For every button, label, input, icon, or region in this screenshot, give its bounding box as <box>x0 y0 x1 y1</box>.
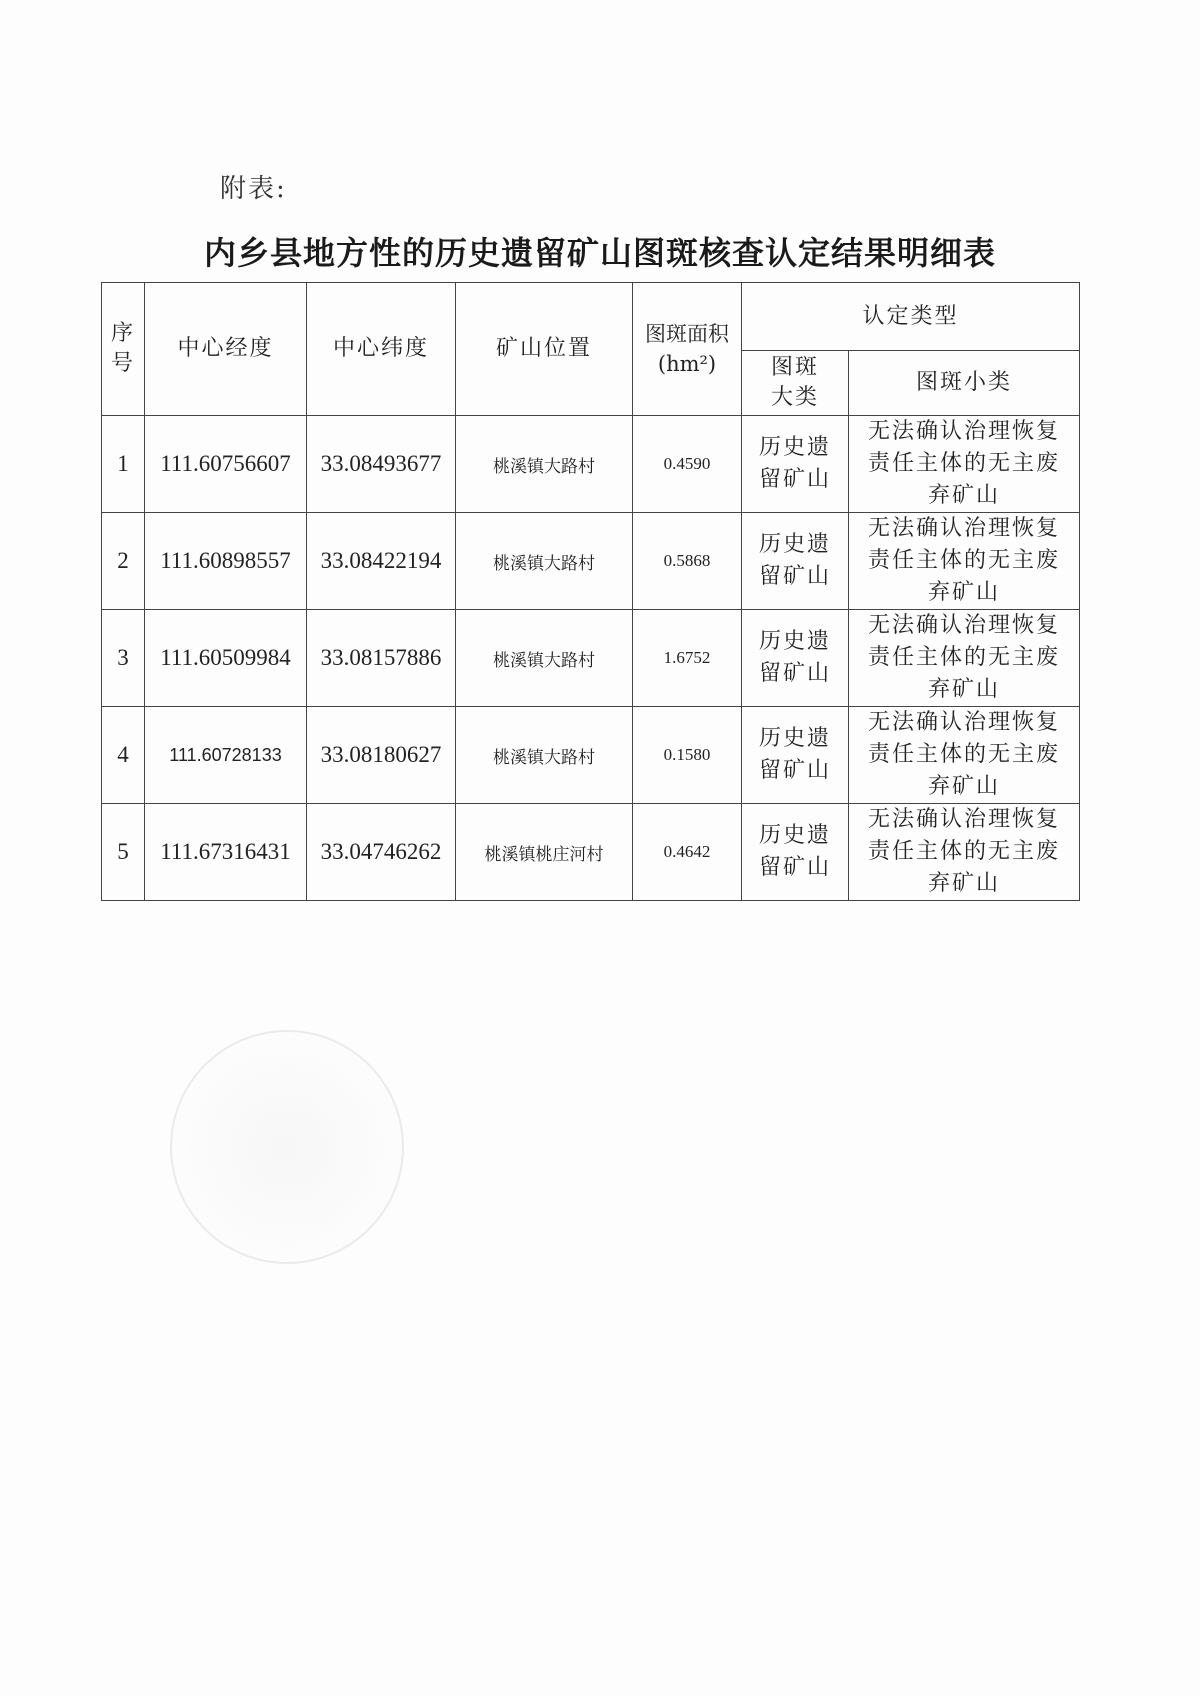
cell-minor-category: 无法确认治理恢复责任主体的无主废弃矿山 <box>849 610 1080 707</box>
table-row <box>102 707 1080 804</box>
table-row <box>102 804 1080 901</box>
header-seq: 序号 <box>102 283 145 416</box>
cell-location: 桃溪镇桃庄河村 <box>456 804 633 901</box>
header-area: 图斑面积(hm²) <box>633 283 742 416</box>
cell-latitude: 33.04746262 <box>307 804 456 901</box>
cell-location: 桃溪镇大路村 <box>456 610 633 707</box>
cell-latitude: 33.08493677 <box>307 416 456 513</box>
faded-seal-stamp <box>170 1030 404 1264</box>
cell-longitude: 111.60509984 <box>145 610 307 707</box>
header-type-group: 认定类型 <box>742 283 1080 351</box>
cell-seq: 2 <box>102 513 145 610</box>
table-row <box>102 513 1080 610</box>
header-location: 矿山位置 <box>456 283 633 416</box>
cell-area: 0.4642 <box>633 804 742 901</box>
attachment-label: 附表: <box>220 174 287 204</box>
cell-longitude: 111.60898557 <box>145 513 307 610</box>
results-table <box>101 282 1080 901</box>
cell-location: 桃溪镇大路村 <box>456 513 633 610</box>
cell-major-category: 历史遗留矿山 <box>742 513 849 610</box>
cell-minor-category: 无法确认治理恢复责任主体的无主废弃矿山 <box>849 513 1080 610</box>
cell-latitude: 33.08157886 <box>307 610 456 707</box>
header-major-category: 图斑大类 <box>742 351 849 416</box>
cell-area: 0.4590 <box>633 416 742 513</box>
table-row <box>102 416 1080 513</box>
cell-major-category: 历史遗留矿山 <box>742 610 849 707</box>
cell-area: 0.1580 <box>633 707 742 804</box>
cell-latitude: 33.08180627 <box>307 707 456 804</box>
cell-location: 桃溪镇大路村 <box>456 416 633 513</box>
header-minor-category: 图斑小类 <box>849 351 1080 416</box>
cell-seq: 4 <box>102 707 145 804</box>
cell-major-category: 历史遗留矿山 <box>742 804 849 901</box>
header-row-1 <box>102 283 1080 351</box>
cell-area: 1.6752 <box>633 610 742 707</box>
cell-minor-category: 无法确认治理恢复责任主体的无主废弃矿山 <box>849 707 1080 804</box>
cell-major-category: 历史遗留矿山 <box>742 707 849 804</box>
cell-major-category: 历史遗留矿山 <box>742 416 849 513</box>
cell-minor-category: 无法确认治理恢复责任主体的无主废弃矿山 <box>849 416 1080 513</box>
header-latitude: 中心纬度 <box>307 283 456 416</box>
cell-seq: 5 <box>102 804 145 901</box>
cell-location: 桃溪镇大路村 <box>456 707 633 804</box>
table-row <box>102 610 1080 707</box>
cell-latitude: 33.08422194 <box>307 513 456 610</box>
cell-longitude: 111.60728133 <box>145 707 307 804</box>
cell-longitude: 111.67316431 <box>145 804 307 901</box>
cell-longitude: 111.60756607 <box>145 416 307 513</box>
document-title: 内乡县地方性的历史遗留矿山图斑核查认定结果明细表 <box>203 234 996 272</box>
cell-area: 0.5868 <box>633 513 742 610</box>
cell-minor-category: 无法确认治理恢复责任主体的无主废弃矿山 <box>849 804 1080 901</box>
cell-seq: 1 <box>102 416 145 513</box>
header-longitude: 中心经度 <box>145 283 307 416</box>
cell-seq: 3 <box>102 610 145 707</box>
